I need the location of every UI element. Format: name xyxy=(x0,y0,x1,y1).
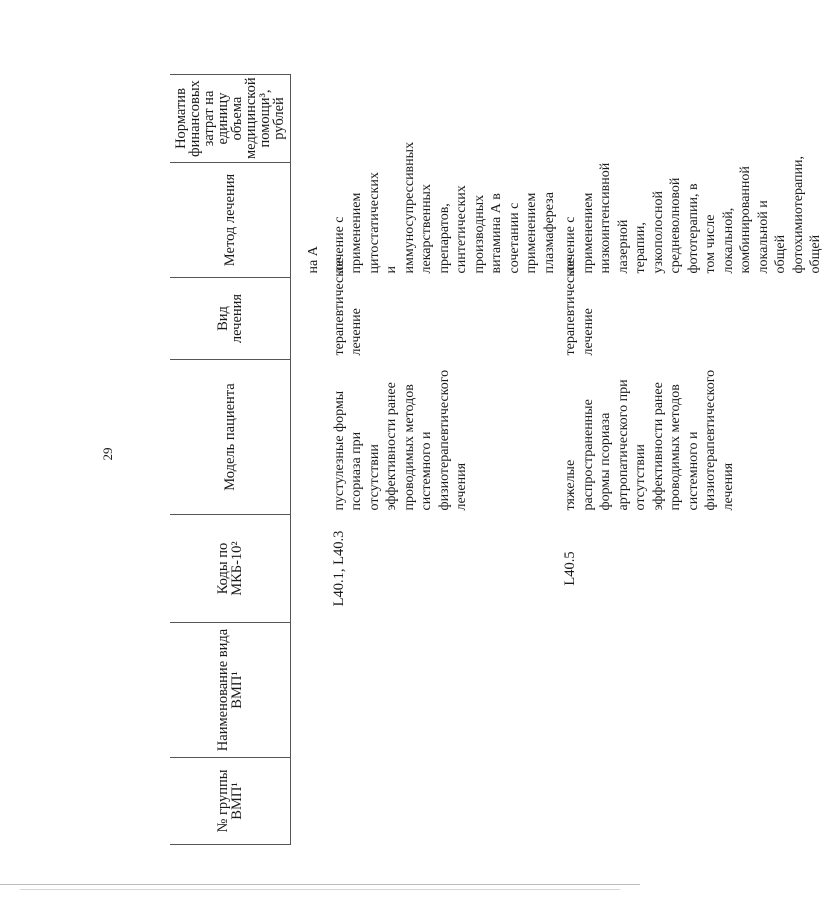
cell-method: лечение с применением низкоинтенсивной лазерной терапии, узкополосной средневолновой фототерапии, в том числе локальной, комбинированной локальной и общей фотохимиотерапии, общей xyxy=(563,156,823,274)
cell-group xyxy=(560,758,827,845)
cell-method-text: на А xyxy=(306,246,321,274)
table-header-row xyxy=(170,75,291,845)
table-row xyxy=(291,75,329,845)
cell-treatment-type: терапевтическое лечение xyxy=(563,257,596,356)
table-row xyxy=(560,75,827,845)
table-row xyxy=(329,75,561,845)
header-treatment-type: Вид лечения xyxy=(170,278,291,360)
cell-model xyxy=(291,360,329,515)
rotated-table-stage xyxy=(170,75,823,845)
header-vmp-type: Наименование вида ВМП¹ xyxy=(170,623,291,758)
header-financial-norm: Норматив финансовых затрат на единицу объема медицинской помощи³, рублей xyxy=(170,75,291,163)
cell-name xyxy=(329,623,561,758)
cell-group xyxy=(291,758,329,845)
header-patient-model: Модель пациента xyxy=(170,360,291,515)
cell-method: лечение с применением цитостатических и иммуносупрессивных лекарственных препаратов, синтетических производных витамина А в сочетании с применением плазмафереза xyxy=(331,141,557,274)
scan-edge-line xyxy=(20,889,620,890)
cell-treatment-type xyxy=(291,278,329,360)
cell-norm xyxy=(291,75,329,163)
cell-code: L40.5 xyxy=(562,551,578,586)
scan-edge-line xyxy=(0,884,640,885)
header-treatment-method: Метод лечения xyxy=(170,163,291,278)
cell-code xyxy=(291,515,329,623)
cell-group xyxy=(329,758,561,845)
header-icd-codes: Коды по МКБ-10² xyxy=(170,515,291,623)
page-number: 29 xyxy=(100,447,115,461)
vmp-table xyxy=(170,74,827,845)
cell-norm xyxy=(560,75,827,163)
cell-method xyxy=(291,163,329,278)
cell-treatment-type: терапевтическое лечение xyxy=(331,257,364,356)
cell-norm xyxy=(329,75,561,163)
header-group-number: № группы ВМП¹ xyxy=(170,758,291,845)
cell-name xyxy=(291,623,329,758)
cell-model: пустулезные формы псориаза при отсутствии эффективности ранее проводимых методов системного и физиотерапевтического лечения xyxy=(331,369,469,511)
cell-name xyxy=(560,623,827,758)
cell-code: L40.1, L40.3 xyxy=(330,530,347,607)
cell-model: тяжелые распространенные формы псориаза артропатического при отсутствии эффективности ранее проводимых методов системного и физиотерапевтического лечения xyxy=(563,369,736,511)
